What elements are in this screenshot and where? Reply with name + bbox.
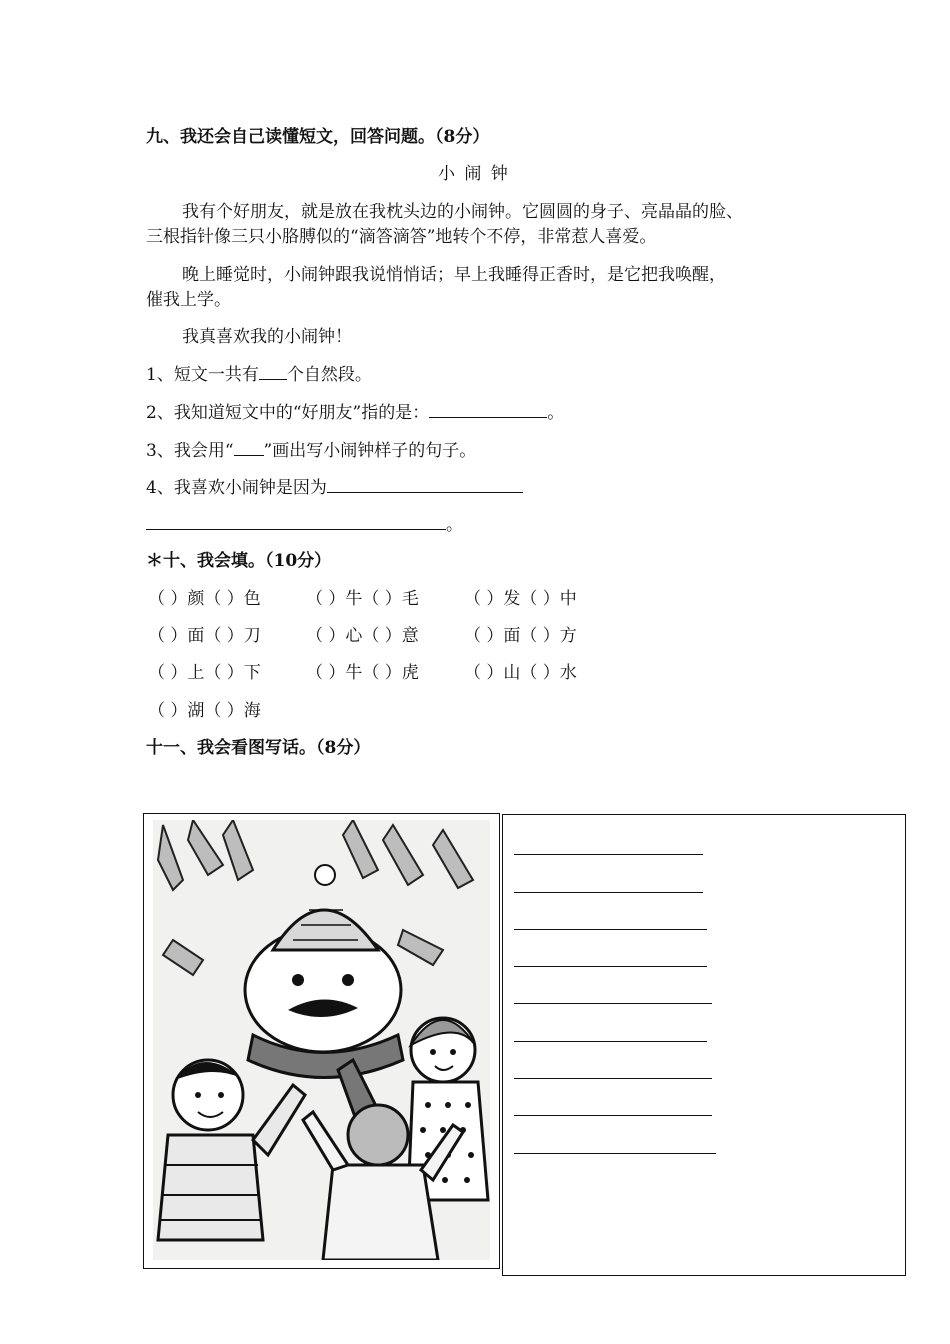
writing-line[interactable] xyxy=(514,1003,712,1004)
writing-line[interactable] xyxy=(514,929,707,930)
writing-line[interactable] xyxy=(514,1115,712,1116)
question-4-blank[interactable] xyxy=(327,476,523,493)
section-11-heading: 十一、我会看图写话。（8分） xyxy=(146,738,371,758)
question-2-text-end: 。 xyxy=(547,403,565,423)
idiom-item[interactable]: （ ）牛（ ）虎 xyxy=(306,663,419,683)
question-2-text: 2、我知道短文中的“好朋友”指的是： xyxy=(146,403,430,423)
writing-line[interactable] xyxy=(514,1153,716,1154)
coral-shape xyxy=(343,820,378,878)
question-4-end: 。 xyxy=(446,515,463,535)
question-3 xyxy=(146,439,476,462)
idiom-item[interactable]: （ ）面（ ）方 xyxy=(464,626,577,646)
fill-row xyxy=(148,588,622,610)
hat-bird xyxy=(315,865,335,885)
question-1-blank[interactable] xyxy=(259,363,287,380)
coral-shape xyxy=(433,830,473,888)
idiom-item[interactable]: （ ）发（ ）中 xyxy=(464,589,577,609)
passage-para1-line1: 我有个好朋友，就是放在我枕头边的小闹钟。它圆圆的身子、亮晶晶的脸、 xyxy=(182,202,743,222)
snowman-hat xyxy=(273,910,378,950)
passage-title: 小 闹 钟 xyxy=(438,164,510,184)
snowman-picture xyxy=(153,820,490,1260)
question-4-blank-2[interactable] xyxy=(146,513,446,530)
passage-para2-line1: 晚上睡觉时，小闹钟跟我说悄悄话；早上我睡得正香时，是它把我唤醒， xyxy=(182,265,726,285)
child-coat xyxy=(323,1165,438,1260)
coral-shape xyxy=(383,825,423,885)
writing-line[interactable] xyxy=(514,1041,707,1042)
boy-jacket xyxy=(158,1135,263,1240)
section-9-heading: 九、我还会自己读懂短文，回答问题。（8分） xyxy=(146,127,490,147)
idiom-item[interactable]: （ ）面（ ）刀 xyxy=(148,626,261,646)
writing-frame xyxy=(502,814,906,1276)
fill-row xyxy=(148,625,622,647)
passage-para2-line2: 催我上学。 xyxy=(146,290,231,310)
question-4 xyxy=(146,476,523,499)
coral-shape xyxy=(223,820,253,880)
question-1-text-end: 个自然段。 xyxy=(286,365,372,385)
coral-shape xyxy=(163,940,203,975)
question-3-blank[interactable] xyxy=(234,439,264,456)
idiom-item[interactable]: （ ）颜（ ）色 xyxy=(148,589,261,609)
idiom-item[interactable]: （ ）上（ ）下 xyxy=(148,663,261,683)
writing-line[interactable] xyxy=(514,1078,712,1079)
picture-frame xyxy=(143,813,500,1269)
section-10-heading: ＊十、我会填。（10分） xyxy=(146,551,332,571)
idiom-item[interactable]: （ ）心（ ）意 xyxy=(306,626,419,646)
question-2 xyxy=(146,401,564,424)
question-4-continuation xyxy=(146,513,463,536)
coral-shape xyxy=(398,930,443,965)
passage-para1-line2: 三根指针像三只小胳膊似的“滴答滴答”地转个不停，非常惹人喜爱。 xyxy=(146,227,657,247)
writing-line[interactable] xyxy=(514,966,707,967)
fill-row xyxy=(148,700,306,722)
question-4-text: 4、我喜欢小闹钟是因为 xyxy=(146,478,327,498)
snowman-illustration xyxy=(153,820,490,1260)
coral-shape xyxy=(158,825,183,890)
passage-para3: 我真喜欢我的小闹钟！ xyxy=(182,327,352,347)
question-2-blank[interactable] xyxy=(429,401,547,418)
idiom-item[interactable]: （ ）湖（ ）海 xyxy=(148,701,261,721)
idiom-item[interactable]: （ ）山（ ）水 xyxy=(464,663,577,683)
writing-line[interactable] xyxy=(514,892,703,893)
fill-row xyxy=(148,662,622,684)
writing-line[interactable] xyxy=(514,854,703,855)
question-3-text-end: ”画出写小闹钟样子的句子。 xyxy=(263,441,477,461)
child-hat xyxy=(348,1105,408,1165)
question-1 xyxy=(146,363,372,386)
idiom-item[interactable]: （ ）牛（ ）毛 xyxy=(306,589,419,609)
coral-shape xyxy=(188,820,223,875)
question-3-text: 3、我会用“ xyxy=(146,441,234,461)
question-1-text: 1、短文一共有 xyxy=(146,365,259,385)
